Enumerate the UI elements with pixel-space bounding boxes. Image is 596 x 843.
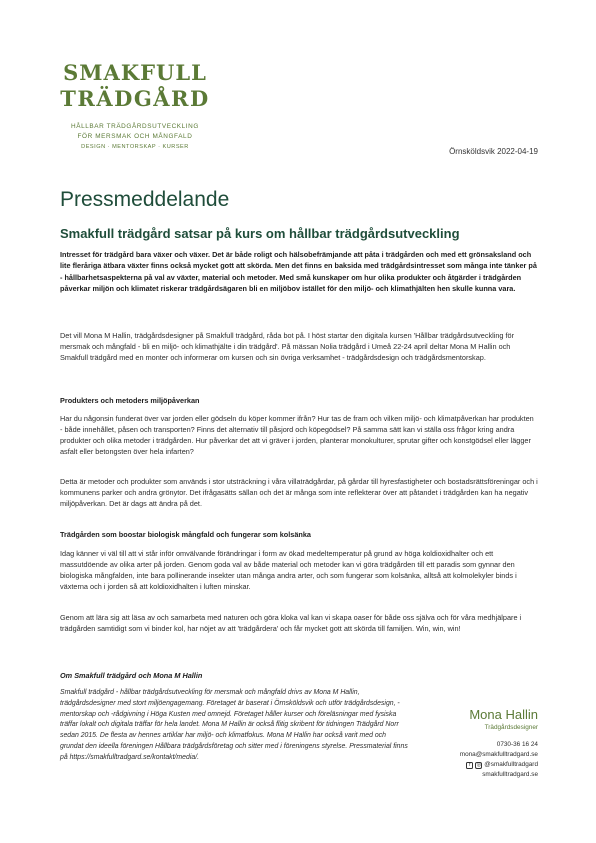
logo xyxy=(60,60,210,150)
page-title: Pressmeddelande xyxy=(60,188,230,211)
contact-block xyxy=(388,706,538,780)
contact-phone[interactable]: 0730-36 16 24 xyxy=(496,741,538,748)
contact-website[interactable]: smakfulltradgard.se xyxy=(482,771,538,778)
logo-line-1: SMAKFULL xyxy=(63,60,207,85)
section-heading-1: Produkters och metoders miljöpåverkan xyxy=(60,396,200,405)
date-line: Örnsköldsvik 2022-04-19 xyxy=(449,147,538,156)
facebook-icon[interactable]: f xyxy=(466,762,473,769)
lead-paragraph: Intresset för trädgård bara växer och växer. Det är både roligt och hälsobefrämjande att påta i trädgården och med ett grönsaksland och lite fleråriga ätbara växter finns också mycket gott att skörda. Men det finns en baksida med trädgårdsintresset som många inte tänker på - hållbarhetsaspekterna på val av växter, material och metoder. Med små kunskaper om hur olika produkter och åtgärder i trädgården påverkar miljön och klimatet riskerar trädgårdsägaren bli en miljöbov istället för den miljö- och klimathjälten hen skulle kunna vara. xyxy=(60,250,537,294)
social-handle[interactable]: @smakfulltradgard xyxy=(484,761,538,768)
logo-tagline-2: FÖR MERSMAK OCH MÅNGFALD xyxy=(77,132,193,140)
contact-role: Trädgårdsdesigner xyxy=(484,724,538,731)
logo-tagline-1: HÅLLBAR TRÄDGÅRDSUTVECKLING xyxy=(71,123,199,130)
body-paragraph-3: Detta är metoder och produkter som används i stor utsträckning i våra villaträdgårdar, på gårdar till hyresfastigheter och bostadsrättsföreningar och i kommunens parker och andra grönytor. Det ifrågasätts sällan och det är många som inte reflekterar över att påtandet i trädgården kan ha negativ miljöpåverkan. Det är dags att ändra på det. xyxy=(60,477,538,508)
instagram-icon[interactable]: ◎ xyxy=(476,761,481,768)
about-text: Smakfull trädgård - hållbar trädgårdsutveckling för mersmak och mångfald drivs av Mona M Hallin, trädgårdsdesigner med stort miljöengagemang. Företaget är baserat i Örnsköldsvik och utför trädgårdsdesign, -mentorskap och -rådgivning i Höga Kusten med omnejd. Företaget håller kurser och föreläsningar med fysiska träffar lokalt och digitala träffar för hela landet. Mona M Hallin är också flitig skribent för tidningen Trädgård Norr sedan 2015. De flesta av hennes artiklar har miljö- och klimatfokus. Mona M Hallin har också varit med och grundat den ideella föreningen Hållbara trädgårdsföretag och sitter med i föreningens styrelse. Pressmaterial finns på https://smakfulltradgard.se/kontakt/media/. xyxy=(60,689,408,761)
body-paragraph-2: Har du någonsin funderat över var jorden eller gödseln du köper kommer ifrån? Hur tas de fram och vilken miljö- och klimatpåverkan har produkten - både innehållet, påsen och transporten? Finns det alternativ till påsjord och köpegödsel? På samma sätt kan vi ställa oss frågor kring andra produkter och olika metoder i trädgården. Hur påverkar det att vi gräver i jorden, planterar monokulturer, sprutar gifter och konstgödsel eller lägger asfalt eller betongsten över hela infarten? xyxy=(60,414,534,456)
logo-line-2: TRÄDGÅRD xyxy=(60,86,210,111)
contact-social xyxy=(388,760,538,770)
about-heading: Om Smakfull trädgård och Mona M Hallin xyxy=(60,671,203,680)
page-subtitle: Smakfull trädgård satsar på kurs om hållbar trädgårdsutveckling xyxy=(60,226,460,241)
body-paragraph-5: Genom att lära sig att läsa av och samarbeta med naturen och göra kloka val kan vi skapa oaser för både oss själva och för våra medhjälpare i trädgården samtidigt som vi binder kol, har nöjet av att 'trädgårdera' och får mycket gott att skörda till familjen. Win, win, win! xyxy=(60,613,522,633)
body-paragraph-1: Det vill Mona M Hallin, trädgårdsdesigner på Smakfull trädgård, råda bot på. I höst startar den digitala kursen 'Hållbar trädgårdsutveckling för mersmak och mångfald - bli en miljö- och klimathjälte i din trädgård'. På mässan Nolia trädgård i Umeå 22-24 april deltar Mona M Hallin och Smakfull trädgård med en monter och informerar om kursen och sin övriga verksamhet - trädgårdsdesign och trädgårdsmentorskap. xyxy=(60,331,515,362)
section-heading-2: Trädgården som boostar biologisk mångfald och fungerar som kolsänka xyxy=(60,530,311,539)
body-paragraph-4: Idag känner vi väl till att vi står inför omvälvande förändringar i form av ökad medeltemperatur på grund av höga koldioxidhalter och ett massutdöende av olika arter på jorden. Genom goda val av både material och metoder kan vi göra trädgården till ett paradis som gynnar den biologiska mångfalden, inte bara pollinerande insekter utan många andra arter, och som fungerar som kolsänka, alltså att kolmolekyler binds i växterna och i jorden så att koldioxidhalten i luften minskar. xyxy=(60,549,517,591)
contact-name: Mona Hallin xyxy=(469,707,538,722)
contact-email[interactable]: mona@smakfulltradgard.se xyxy=(459,751,538,758)
logo-services: DESIGN · MENTORSKAP · KURSER xyxy=(81,144,189,150)
